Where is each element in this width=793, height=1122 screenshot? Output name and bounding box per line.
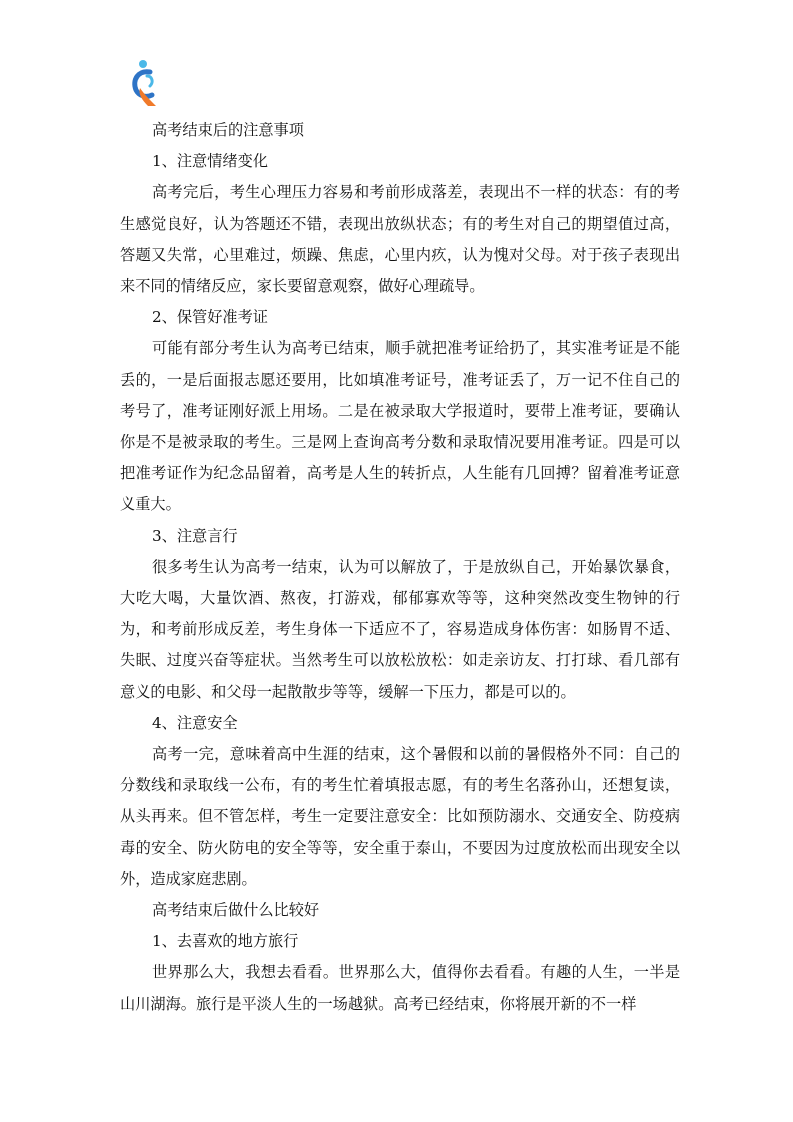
person-logo-icon bbox=[130, 58, 160, 108]
paragraph: 可能有部分考生认为高考已结束，顺手就把准考证给扔了，其实准考证是不能丢的，一是后面报志愿还要用，比如填准考证号，准考证丢了，万一记不住自己的考号了，准考证刚好派上用场。二是在被录取大学报道时，要带上准考证，要确认你是不是被录取的考生。三是网上查询高考分数和录取情况要用准考证。四是可以把准考证作为纪念品留着，高考是人生的转折点，人生能有几回搏？留着准考证意义重大。 bbox=[120, 339, 680, 514]
document-body bbox=[120, 115, 680, 1020]
subheading: 2、保管好准考证 bbox=[152, 308, 268, 327]
subheading: 1、注意情绪变化 bbox=[152, 152, 268, 171]
section-heading: 高考结束后做什么比较好 bbox=[152, 901, 320, 920]
section-heading: 高考结束后的注意事项 bbox=[152, 121, 304, 139]
paragraph: 高考完后，考生心理压力容易和考前形成落差，表现出不一样的状态：有的考生感觉良好，认为答题还不错，表现出放纵状态；有的考生对自己的期望值过高，答题又失常，心里难过，烦躁、焦虑，心里内疚，认为愧对父母。对于孩子表现出来不同的情绪反应，家长要留意观察，做好心理疏导。 bbox=[120, 183, 680, 296]
logo bbox=[130, 58, 160, 108]
subheading: 4、注意安全 bbox=[152, 713, 238, 732]
subheading: 1、去喜欢的地方旅行 bbox=[152, 932, 299, 951]
subheading: 3、注意言行 bbox=[152, 526, 238, 545]
paragraph: 世界那么大，我想去看看。世界那么大，值得你去看看。有趣的人生，一半是山川湖海。旅行是平淡人生的一场越狱。高考已经结束，你将展开新的不一样 bbox=[120, 963, 680, 1013]
paragraph: 高考一完，意味着高中生涯的结束，这个暑假和以前的暑假格外不同：自己的分数线和录取线一公布，有的考生忙着填报志愿，有的考生名落孙山，还想复读，从头再来。但不管怎样，考生一定要注意安全：比如预防溺水、交通安全、防疫病毒的安全、防火防电的安全等等，安全重于泰山，不要因为过度放松而出现安全以外，造成家庭悲剧。 bbox=[120, 745, 680, 888]
paragraph: 很多考生认为高考一结束，认为可以解放了，于是放纵自己，开始暴饮暴食，大吃大喝，大量饮酒、熬夜，打游戏，郁郁寡欢等等，这种突然改变生物钟的行为，和考前形成反差，考生身体一下适应不了，容易造成身体伤害：如肠胃不适、失眠、过度兴奋等症状。当然考生可以放松放松：如走亲访友、打打球、看几部有意义的电影、和父母一起散散步等等，缓解一下压力，都是可以的。 bbox=[120, 557, 680, 701]
